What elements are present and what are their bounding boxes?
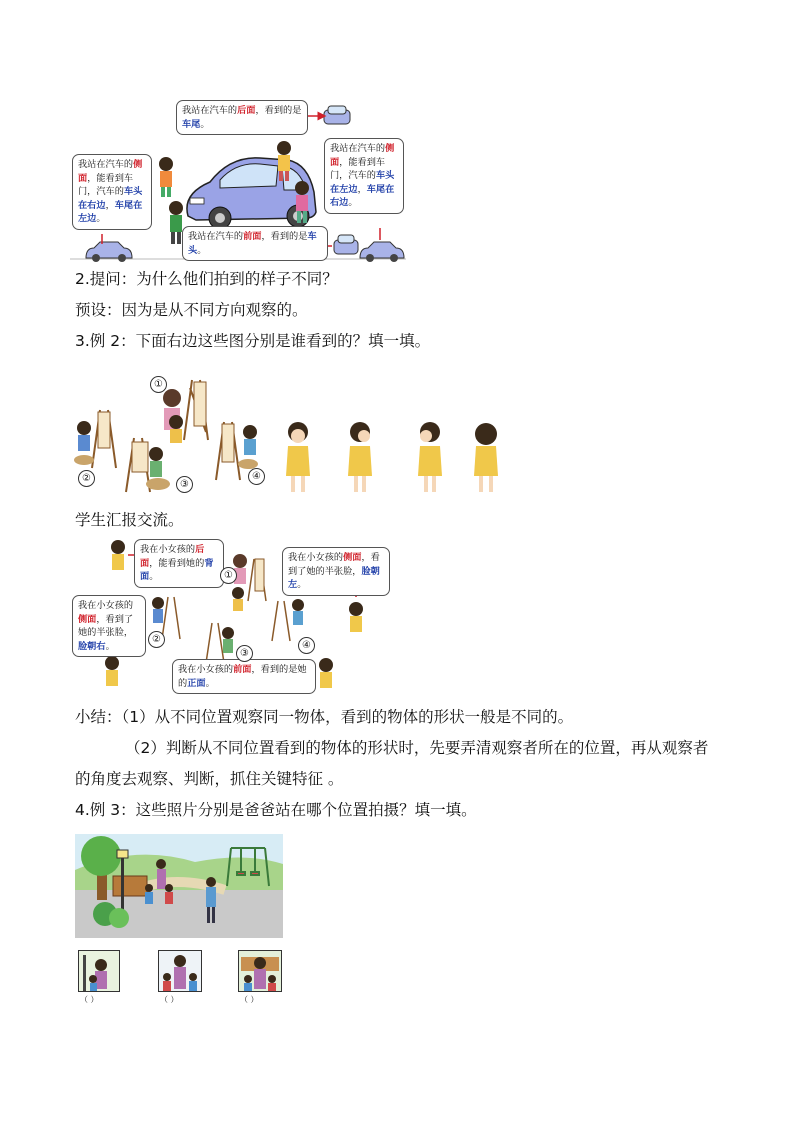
bubble-girl-side-right: 我在小女孩的侧面，看到了她的半张脸，脸朝左。 [282,547,390,596]
bubble-girl-back: 我在小女孩的后面，能看到她的背面。 [134,539,224,588]
photo-1 [78,950,120,992]
painters-drawing [72,368,512,504]
example-2-title: 3.例 2：下面右边这些图分别是谁看到的？填一填。 [75,332,431,350]
painter-4 [238,425,258,469]
position-2-label: ② [78,470,95,487]
painter-1 [169,415,183,443]
car-illustration [187,158,316,229]
report-text: 学生汇报交流。 [75,511,184,529]
child-left [159,157,173,197]
answer-position-4: ④ [298,637,315,654]
preset-answer: 预设：因为是从不同方向观察的。 [75,301,308,319]
summary-3: 的角度去观察、判断，抓住关键特征 。 [75,770,344,788]
answer-blank-3[interactable]: （ ） [240,995,259,1004]
photo-2 [158,950,202,992]
painter-3 [146,447,170,490]
position-3-label: ③ [176,476,193,493]
small-girl-front [319,658,333,688]
summary-1: 小结：（1）从不同位置观察同一物体，看到的物体的形状一般是不同的。 [75,708,574,726]
example-2-answer-figure [72,537,392,699]
bubble-front: 我站在汽车的前面，看到的是车头。 [182,226,328,261]
child-front [169,201,183,244]
bench-icon [113,876,147,896]
small-girl-left [105,656,119,686]
bubble-back: 我站在汽车的后面，看到的是车尾。 [176,100,308,135]
position-4-label: ④ [248,468,265,485]
girl-view-back [474,423,498,492]
park-drawing [75,834,283,938]
small-girl-right [349,602,363,632]
bubble-right-side: 我站在汽车的侧面，能看到车门，汽车的车头在左边，车尾在右边。 [324,138,404,214]
answer-position-1: ① [220,567,237,584]
question-2: 2.提问：为什么他们拍到的样子不同？ [75,270,338,288]
painter-2 [74,421,94,465]
girl-view-front [286,422,310,492]
answer-position-3: ③ [236,645,253,662]
car-figure [70,98,406,262]
position-1-label: ① [150,376,167,393]
small-girl-back [111,540,125,570]
girl-view-side-left [418,422,442,492]
bubble-left-side: 我站在汽车的侧面，能看到车门，汽车的车头在右边，车尾在左边。 [72,154,152,230]
summary-2: （2）判断从不同位置看到的物体的形状时，先要弄清观察者所在的位置，再从观察者 [125,739,709,757]
example-2-figure [72,368,512,504]
car-rear-small [324,106,350,124]
answer-blank-2[interactable]: （ ） [160,995,179,1004]
bubble-girl-front: 我在小女孩的前面，看到的是她的正面。 [172,659,316,694]
bubble-girl-side-left: 我在小女孩的侧面，看到了她的半张脸，脸朝右。 [72,595,146,657]
park-scene [75,834,283,938]
answer-position-2: ② [148,631,165,648]
girl-view-side-right [348,422,372,492]
answer-blank-1[interactable]: （ ） [80,995,99,1004]
car-front-small [334,235,358,254]
example-3-title: 4.例 3：这些照片分别是爸爸站在哪个位置拍摄？填一填。 [75,801,477,819]
photo-3 [238,950,282,992]
